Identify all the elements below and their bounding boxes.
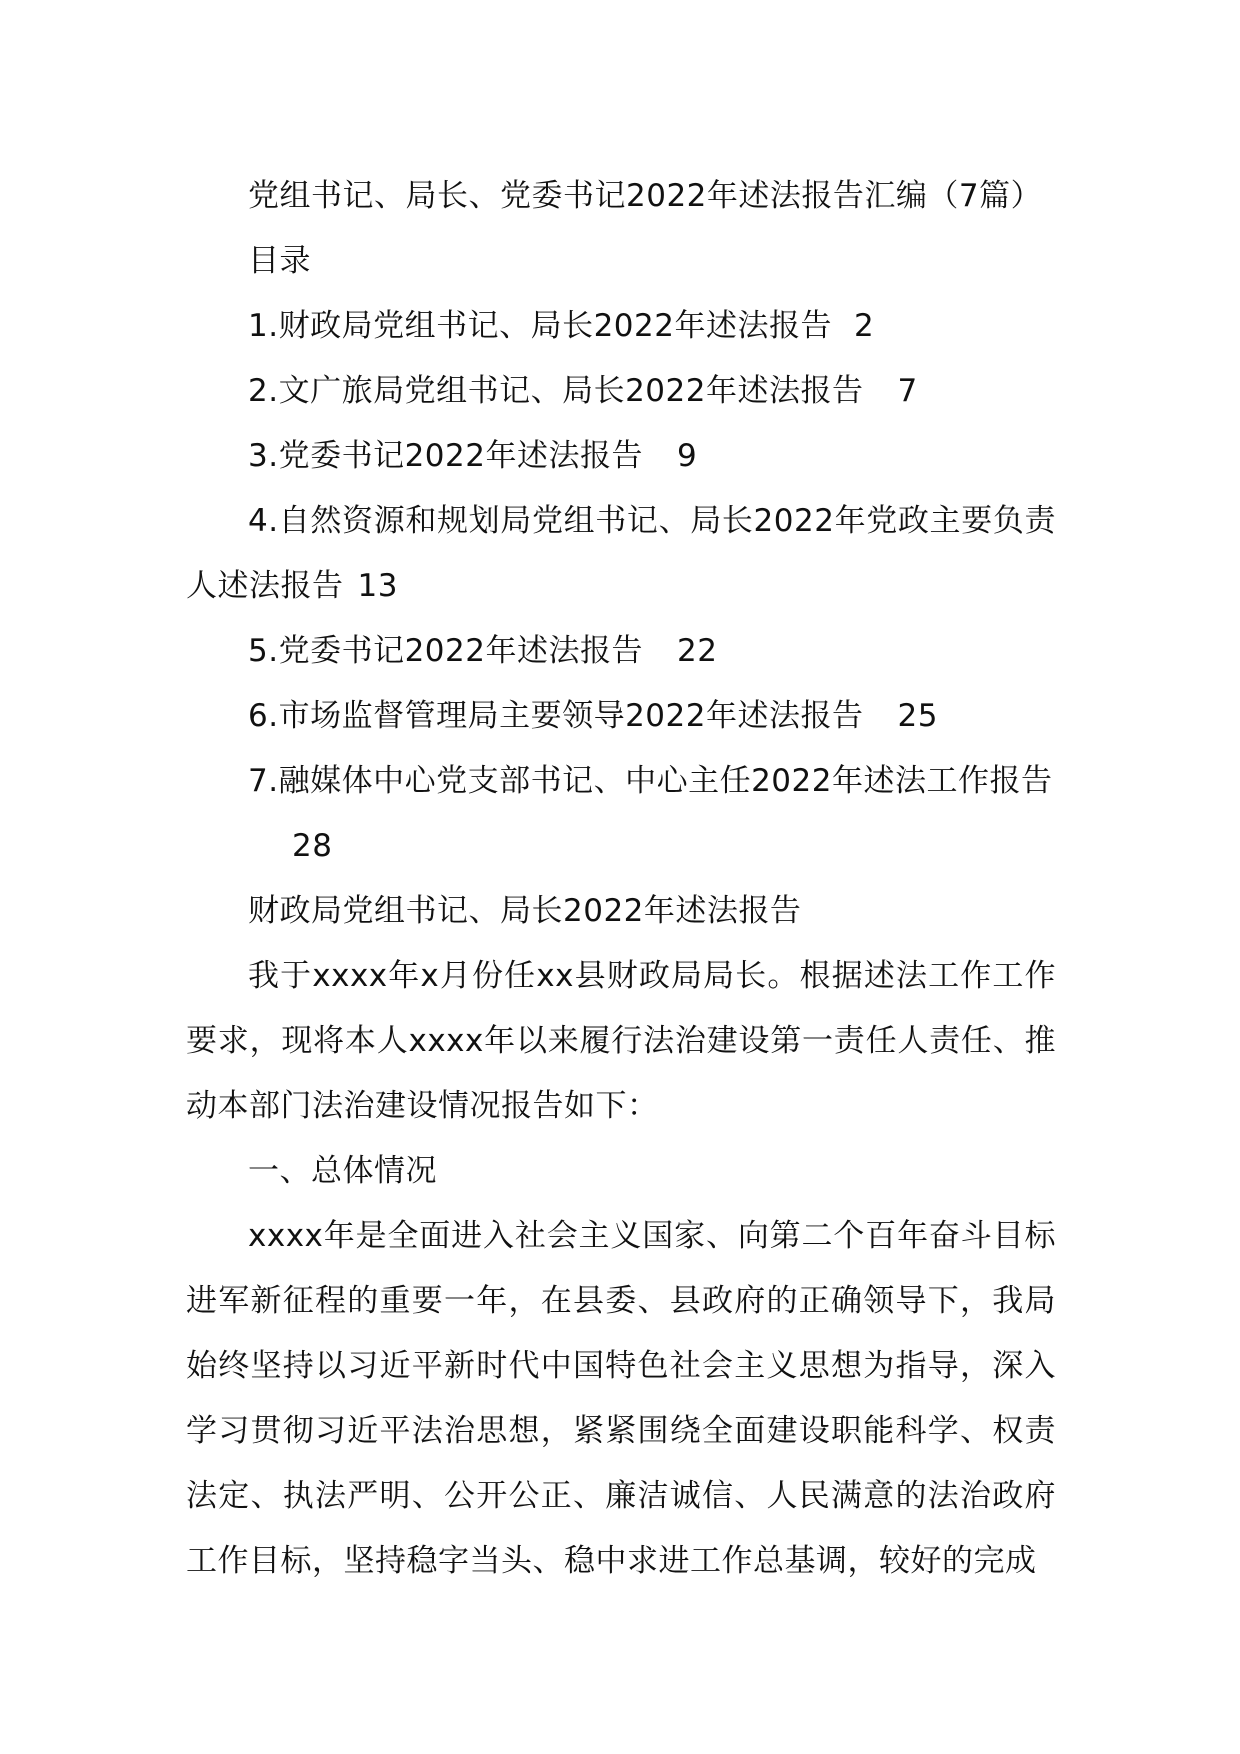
toc-item-page: 28 — [292, 828, 333, 864]
section-title: 财政局党组书记、局长2022年述法报告 — [248, 893, 802, 929]
document-title: 党组书记、局长、党委书记2022年述法报告汇编（7篇） — [248, 178, 1043, 214]
toc-item-page: 7 — [897, 373, 918, 409]
toc-item-text: 1.财政局党组书记、局长2022年述法报告 — [248, 308, 832, 344]
toc-heading: 目录 — [248, 243, 311, 279]
toc-item-page: 2 — [853, 308, 875, 344]
toc-item — [186, 294, 1056, 359]
toc-item-text: 6.市场监督管理局主要领导2022年述法报告 — [248, 698, 864, 734]
toc-item-text: 7.融媒体中心党支部书记、中心主任2022年述法工作报告 — [248, 763, 1053, 799]
intro-paragraph: 我于xxxx年x月份任xx县财政局局长。根据述法工作工作要求，现将本人xxxx年以来履行法治建设第一责任人责任、推动本部门法治建设情况报告如下： — [186, 958, 1056, 1124]
document-body — [186, 164, 1056, 1594]
toc-item — [186, 619, 1056, 684]
toc-item-page: 22 — [676, 633, 718, 669]
toc-item — [186, 489, 1056, 619]
toc-item-text: 2.文广旅局党组书记、局长2022年述法报告 — [248, 373, 864, 409]
section-heading: 一、总体情况 — [248, 1153, 437, 1189]
body-paragraph: xxxx年是全面进入社会主义国家、向第二个百年奋斗目标进军新征程的重要一年，在县委、县政府的正确领导下，我局始终坚持以习近平新时代中国特色社会主义思想为指导，深入学习贯彻习近平法治思想，紧紧围绕全面建设职能科学、权责法定、执法严明、公开公正、廉洁诚信、人民满意的法治政府工作目标，坚持稳字当头、稳中求进工作总基调，较好的完成 — [186, 1218, 1056, 1579]
toc-item — [186, 424, 1056, 489]
toc-item-page: 9 — [676, 438, 698, 474]
toc-item-text: 3.党委书记2022年述法报告 — [248, 438, 643, 474]
toc-item — [186, 359, 1056, 424]
toc-item — [186, 749, 1056, 879]
toc-item-page: 25 — [897, 698, 938, 734]
toc-item-text: 5.党委书记2022年述法报告 — [248, 633, 643, 669]
toc-item-page: 13 — [357, 568, 398, 604]
toc-item — [186, 684, 1056, 749]
toc-item-text: 4.自然资源和规划局党组书记、局长2022年党政主要负责人述法报告 — [186, 503, 1056, 604]
